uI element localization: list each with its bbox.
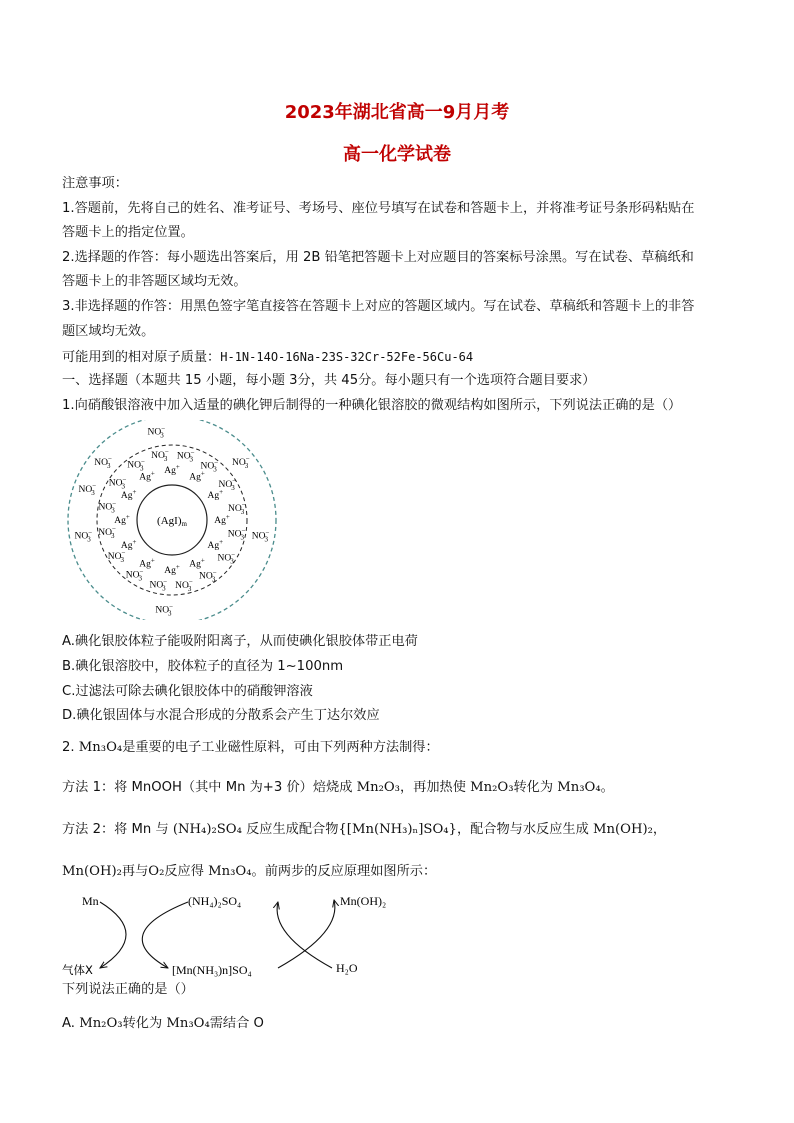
ag-ion-label: Ag+ bbox=[120, 538, 137, 551]
q2-method-2-formula-2: {[Mn(NH₃)ₙ]SO₄} bbox=[338, 822, 457, 837]
q1-option-a: A.碘化银胶体粒子能吸附阳离子，从而使碘化银胶体带正电荷 bbox=[62, 634, 418, 649]
label-mnoh2: Mn(OH)₂ bbox=[340, 894, 387, 908]
q2-method-2-formula-3: Mn(OH)₂ bbox=[593, 822, 653, 837]
ag-ion-label: Ag+ bbox=[189, 556, 205, 570]
q2-method-1-formula-3: Mn₃O₄ bbox=[557, 780, 601, 795]
nitrate-ion-label: NO− 3 bbox=[147, 424, 166, 440]
q2-line-3-mid-2: 反应得 bbox=[164, 864, 204, 879]
ag-ion-label: Ag+ bbox=[139, 469, 155, 483]
nitrate-ion-label: NO− 3 bbox=[175, 577, 193, 593]
q2-method-1 bbox=[62, 778, 742, 798]
nitrate-ion-label: NO− 3 bbox=[78, 482, 97, 498]
nitrate-ion-label: NO− 3 bbox=[151, 448, 169, 464]
q1-option-b: B.碘化银溶胶中，胶体粒子的直径为 1~100nm bbox=[62, 659, 344, 674]
nitrate-ion-label: NO− 3 bbox=[199, 568, 217, 584]
q2-line-3 bbox=[62, 862, 742, 882]
atomic-masses-label: 可能用到的相对原子质量： bbox=[62, 350, 221, 365]
q1-option-d: D.碘化银固体与水混合形成的分散系会产生丁达尔效应 bbox=[62, 708, 380, 723]
nitrate-ion-label: NO− 3 bbox=[125, 567, 144, 583]
notice-item-3-line-1: 3.非选择题的作答：用黑色签字笔直接答在答题卡上对应的答题区域内。写在试卷、草稿纸和答题卡上的非答 bbox=[62, 299, 695, 314]
page-subtitle: 高一化学试卷 bbox=[343, 144, 451, 165]
q2-method-2-mid-2: ，配合物与水反应生成 bbox=[456, 822, 589, 837]
reaction-cycle-diagram bbox=[60, 888, 390, 983]
q2-line-3-formula-1: Mn(OH)₂ bbox=[62, 864, 122, 879]
nitrate-ion-label: NO− 3 bbox=[108, 475, 127, 491]
nitrate-ion-label: NO− 3 bbox=[155, 602, 174, 618]
nitrate-ion-label: NO− 3 bbox=[107, 548, 126, 564]
label-nh4-2so4: (NH₄)₂SO₄ bbox=[188, 894, 242, 908]
notice-item-1-line-1: 1.答题前，先将自己的姓名、准考证号、考场号、座位号填写在试卷和答题卡上，并将准考证号条形码粘贴在 bbox=[62, 201, 695, 216]
q2-method-2-label: 方法 2：将 Mn 与 bbox=[62, 822, 169, 837]
q2-method-1-mid-2: 转化为 bbox=[513, 780, 554, 795]
ag-ion-label: Ag+ bbox=[164, 463, 180, 476]
notice-item-2-line-2: 答题卡上的非答题区域均无效。 bbox=[62, 274, 247, 289]
q2-stem bbox=[62, 738, 742, 758]
ag-ion-label: Ag+ bbox=[189, 469, 205, 483]
q2-method-1-formula-2: Mn₂O₃ bbox=[470, 780, 514, 795]
q2-option-a-formula-1: Mn₂O₃ bbox=[79, 1016, 123, 1031]
q2-method-1-mid: ，再加热使 bbox=[399, 780, 466, 795]
ag-ion-label: Ag+ bbox=[164, 563, 180, 576]
nitrate-ion-label: NO− 3 bbox=[232, 455, 250, 471]
q2-formula-mn3o4: Mn₃O₄ bbox=[78, 740, 123, 755]
q2-option-a-formula-2: Mn₃O₄ bbox=[166, 1016, 210, 1031]
ag-ion-label: Ag+ bbox=[139, 556, 155, 570]
q2-line-3-formula-2: O₂ bbox=[148, 864, 165, 879]
q2-method-2 bbox=[62, 820, 742, 840]
nitrate-ion-label: NO− 3 bbox=[200, 458, 219, 474]
label-h2o: H₂O bbox=[336, 961, 358, 975]
q2-method-2-formula-1: (NH₄)₂SO₄ bbox=[172, 822, 242, 837]
ag-ion-label: Ag+ bbox=[207, 488, 224, 501]
q2-method-1-label: 方法 1：将 MnOOH（其中 Mn 为+3 价）焙烧成 bbox=[62, 780, 353, 795]
q2-method-2-end: ， bbox=[652, 822, 667, 837]
notice-item-1-line-2: 答题卡上的指定位置。 bbox=[62, 225, 194, 240]
q1-option-c: C.过滤法可除去碘化银胶体中的硝酸钾溶液 bbox=[62, 684, 313, 699]
arrow-mn-to-gas-x bbox=[100, 902, 126, 968]
label-complex: [Mn(NH₃)n]SO₄ bbox=[172, 963, 252, 977]
nitrate-ion-label: NO− 3 bbox=[98, 525, 116, 540]
notice-item-2-line-1: 2.选择题的作答：每小题选出答案后，用 2B 铅笔把答题卡上对应题目的答案标号涂黑。写在试卷、草稿纸和 bbox=[62, 250, 694, 265]
agi-core-label: (AgI)m bbox=[157, 515, 187, 528]
nitrate-ion-label: NO− 3 bbox=[217, 550, 236, 566]
q2-option-a bbox=[62, 1014, 742, 1034]
q2-number: 2. bbox=[62, 740, 75, 755]
q2-stem-text: 是重要的电子工业磁性原料，可由下列两种方法制得： bbox=[122, 740, 439, 755]
nitrate-ion-label: NO− 3 bbox=[176, 448, 195, 464]
nitrate-ion-label: NO− 3 bbox=[98, 499, 117, 515]
nitrate-ion-label: NO− 3 bbox=[149, 577, 168, 593]
q2-question: 下列说法正确的是（） bbox=[62, 982, 194, 997]
q2-line-3-mid: 再与 bbox=[121, 864, 149, 879]
section-1-heading: 一、选择题（本题共 15 小题，每小题 3分，共 45分。每小题只有一个选项符合题目要求） bbox=[62, 373, 596, 388]
notice-heading: 注意事项： bbox=[62, 176, 128, 191]
q1-stem: 1.向硝酸银溶液中加入适量的碘化钾后制得的一种碘化银溶胶的微观结构如图所示，下列说法正确的是（） bbox=[62, 398, 682, 413]
nitrate-ion-label: NO− 3 bbox=[127, 457, 145, 473]
nitrate-ion-label: NO− 3 bbox=[218, 477, 237, 493]
nitrate-ion-label: NO− 3 bbox=[227, 526, 246, 542]
atomic-masses bbox=[62, 347, 742, 368]
ag-ion-label: Ag+ bbox=[114, 513, 130, 526]
arrow-h2o-in bbox=[277, 902, 332, 968]
atomic-masses-values: H-1N-14O-16Na-23S-32Cr-52Fe-56Cu-64 bbox=[220, 350, 474, 364]
page-title: 2023年湖北省高一9月月考 bbox=[284, 102, 510, 123]
nitrate-ion-label: NO− 3 bbox=[228, 501, 246, 516]
q2-option-a-mid: 转化为 bbox=[122, 1016, 163, 1031]
q2-method-2-mid: 反应生成配合物 bbox=[246, 822, 339, 837]
ag-ion-label: Ag+ bbox=[120, 488, 137, 501]
nitrate-ion-label: NO− 3 bbox=[94, 455, 112, 471]
label-gas-x: 气体X bbox=[62, 963, 93, 977]
label-mn: Mn bbox=[82, 894, 99, 908]
q2-option-a-end: 需结合 O bbox=[209, 1016, 264, 1031]
nitrate-ion-label: NO− 3 bbox=[74, 528, 93, 544]
q2-line-3-end: 。前两步的反应原理如图所示： bbox=[251, 864, 437, 879]
notice-item-3-line-2: 题区域均无效。 bbox=[62, 324, 155, 339]
q2-option-a-prefix: A. bbox=[62, 1016, 75, 1031]
arrow-nh4so4-to-complex bbox=[142, 902, 188, 968]
q2-method-1-formula-1: Mn₂O₃ bbox=[356, 780, 400, 795]
ag-ion-label: Ag+ bbox=[214, 513, 230, 526]
colloid-structure-figure bbox=[64, 420, 280, 620]
nitrate-ion-label: NO− 3 bbox=[251, 528, 270, 544]
q2-line-3-formula-3: Mn₃O₄ bbox=[208, 864, 252, 879]
ag-ion-label: Ag+ bbox=[207, 538, 224, 551]
q2-method-1-end: 。 bbox=[600, 780, 614, 795]
